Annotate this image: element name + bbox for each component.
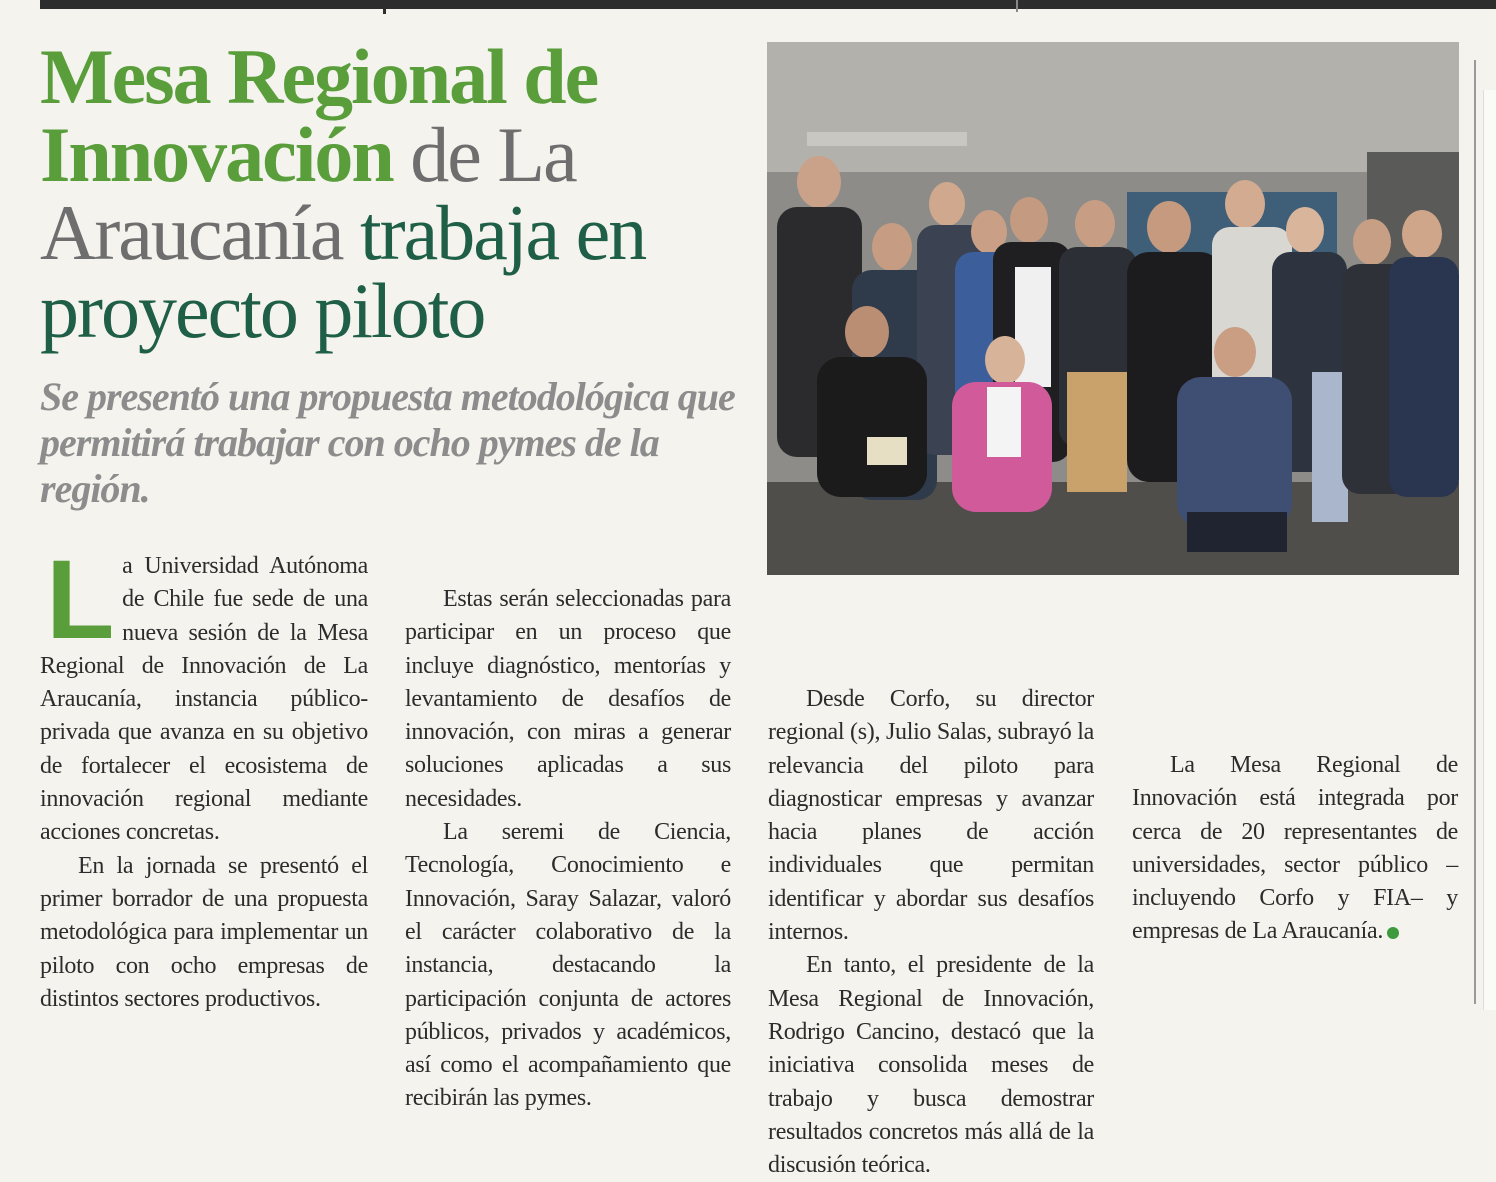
headline-part-2: de La Araucanía <box>40 111 576 276</box>
paragraph-7 <box>1132 749 1458 949</box>
paragraph-3: Estas serán seleccionadas para participar en un proceso que incluye diagnóstico, mentorías y levantamiento de desafíos de innovación, con miras a generar soluciones aplicadas a sus necesidades. <box>405 586 731 812</box>
paragraph-5: Desde Corfo, su director regional (s), Julio Salas, subrayó la relevancia del piloto para diagnosticar empresas y avanzar hacia planes de acción individuales que permitan identificar y abordar sus desafíos internos. <box>768 686 1094 946</box>
headline-part-3: trabaja en proyecto piloto <box>40 189 646 354</box>
paragraph-2: En la jornada se presentó el primer borrador de una propuesta metodológica para implementar un piloto con ocho empresas de distintos sectores productivos. <box>40 852 368 1012</box>
paragraph-4: La seremi de Ciencia, Tecnología, Conocimiento e Innovación, Saray Salazar, valoró el carácter colaborativo de la instancia, destacando la participación conjunta de actores públicos, privados y académicos, así como el acompañamiento que recibirán las pymes. <box>405 819 731 1112</box>
article-column-4 <box>1132 616 1458 949</box>
end-of-article-icon <box>1387 927 1399 939</box>
group-photo <box>767 42 1459 575</box>
group-photo-icon <box>767 42 1459 575</box>
top-rule-tick <box>1016 0 1018 12</box>
top-rule-tick <box>383 0 386 14</box>
top-rule <box>40 0 1496 9</box>
headline-part-1: Mesa Regional de Innovación <box>40 33 598 198</box>
paragraph-1: a Universidad Autónoma de Chile fue sede de una nueva sesión de la Mesa Regional de Innovación de La Araucanía, instancia público-privada que avanza en su objetivo de fortalecer el ecosistema de innovación regional mediante acciones concretas. <box>40 553 368 846</box>
paragraph-7-text: La Mesa Regional de Innovación está integrada por cerca de 20 representantes de universidades, sector público –incluyendo Corfo y FIA– y empresas de La Araucanía. <box>1132 752 1458 945</box>
paragraph-6: En tanto, el presidente de la Mesa Regional de Innovación, Rodrigo Cancino, destacó que la iniciativa consolida meses de trabajo y busca demostrar resultados concretos más allá de la discusión teórica. <box>768 952 1094 1179</box>
drop-cap: L <box>46 537 115 662</box>
article-column-1 <box>40 537 368 1016</box>
article-column-2 <box>405 550 731 1116</box>
column-rule <box>1474 60 1476 1004</box>
article-column-3 <box>768 616 1094 1182</box>
adjacent-page-edge <box>1483 90 1496 1010</box>
headline <box>40 33 740 354</box>
subheadline: Se presentó una propuesta metodológica que permitirá trabajar con ocho pymes de la región. <box>40 374 735 511</box>
